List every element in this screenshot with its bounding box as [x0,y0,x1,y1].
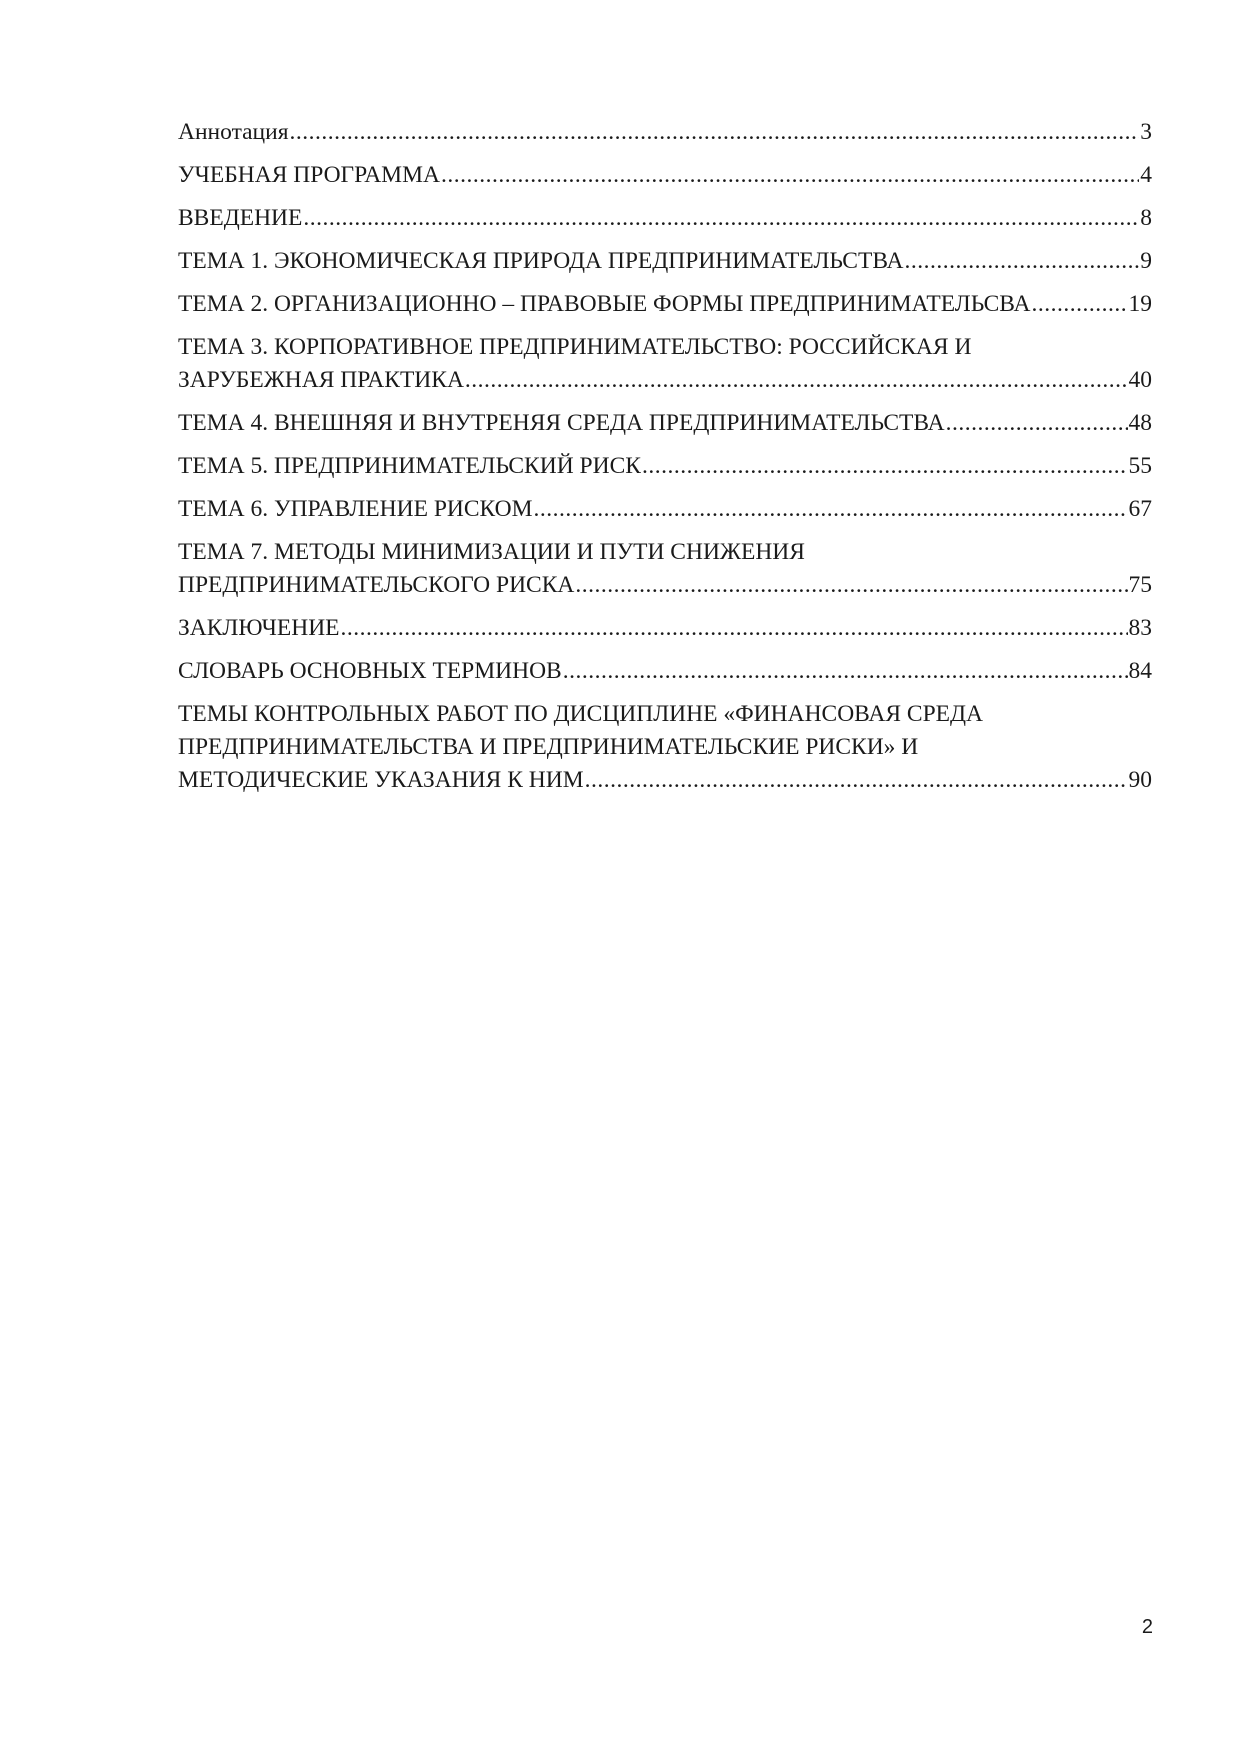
toc-entry-title: ЗАКЛЮЧЕНИЕ [178,615,340,641]
toc-entry-line [178,612,1152,645]
toc-entry-page: 67 [1128,496,1152,522]
dot-leader [534,493,1128,526]
toc-entry-page: 19 [1128,291,1152,317]
toc-entry-title: ПРЕДПРИНИМАТЕЛЬСКОГО РИСКА [178,572,575,598]
toc-entry[interactable] [178,159,1152,192]
dot-leader [642,450,1128,483]
toc-entry[interactable] [178,331,1152,397]
dot-leader [946,407,1128,440]
toc-entry-page: 48 [1128,410,1152,436]
toc-entry-page: 3 [1140,119,1152,145]
toc-entry-title: ВВЕДЕНИЕ [178,205,303,231]
toc-entry-line [178,288,1152,321]
toc-entry-line [178,202,1152,235]
toc-entry-line [178,364,1152,397]
toc-entry-line [178,655,1152,688]
toc-entry-title-line: ТЕМЫ КОНТРОЛЬНЫХ РАБОТ ПО ДИСЦИПЛИНЕ «ФИНАНСОВАЯ СРЕДА [178,701,984,727]
toc-entry-line [178,116,1152,149]
toc-entry-page: 90 [1128,767,1152,793]
dot-leader [905,245,1140,278]
dot-leader [341,612,1128,645]
table-of-contents [178,116,1152,807]
toc-entry-title-line: ТЕМА 3. КОРПОРАТИВНОЕ ПРЕДПРИНИМАТЕЛЬСТВО: РОССИЙСКАЯ И [178,334,972,360]
toc-entry-line [178,159,1152,192]
toc-entry[interactable] [178,116,1152,149]
toc-entry-title: ТЕМА 5. ПРЕДПРИНИМАТЕЛЬСКИЙ РИСК [178,453,641,479]
dot-leader [441,159,1139,192]
toc-entry-page: 40 [1128,367,1152,393]
toc-entry-page: 9 [1140,248,1152,274]
toc-entry-line [178,493,1152,526]
dot-leader [563,655,1128,688]
toc-entry-page: 55 [1128,453,1152,479]
dot-leader [465,364,1128,397]
toc-entry[interactable] [178,288,1152,321]
toc-entry-title: МЕТОДИЧЕСКИЕ УКАЗАНИЯ К НИМ [178,767,584,793]
toc-entry-line [178,569,1152,602]
toc-entry[interactable] [178,407,1152,440]
toc-entry-line [178,245,1152,278]
toc-entry-title: УЧЕБНАЯ ПРОГРАММА [178,162,440,188]
dot-leader [575,569,1127,602]
toc-entry-line [178,764,1152,797]
toc-entry-title: ТЕМА 1. ЭКОНОМИЧЕСКАЯ ПРИРОДА ПРЕДПРИНИМАТЕЛЬСТВА [178,248,904,274]
toc-entry-line [178,407,1152,440]
toc-entry-page: 75 [1128,572,1152,598]
dot-leader [1031,288,1127,321]
toc-entry-page: 84 [1128,658,1152,684]
toc-entry-page: 4 [1140,162,1152,188]
toc-entry[interactable] [178,202,1152,235]
toc-entry-title-line: ПРЕДПРИНИМАТЕЛЬСТВА И ПРЕДПРИНИМАТЕЛЬСКИЕ РИСКИ» И [178,734,919,760]
dot-leader [303,202,1139,235]
toc-entry-title: Аннотация [178,119,289,145]
toc-entry[interactable] [178,245,1152,278]
toc-entry[interactable] [178,612,1152,645]
toc-entry[interactable] [178,655,1152,688]
toc-entry-line [178,450,1152,483]
toc-entry-title-line: ТЕМА 7. МЕТОДЫ МИНИМИЗАЦИИ И ПУТИ СНИЖЕНИЯ [178,539,805,565]
toc-entry-page: 8 [1140,205,1152,231]
toc-entry-title: ТЕМА 2. ОРГАНИЗАЦИОННО – ПРАВОВЫЕ ФОРМЫ ПРЕДПРИНИМАТЕЛЬСВА [178,291,1031,317]
page-number: 2 [1141,1616,1153,1638]
toc-entry-title: ЗАРУБЕЖНАЯ ПРАКТИКА [178,367,464,393]
dot-leader [585,764,1128,797]
toc-entry[interactable] [178,493,1152,526]
toc-entry[interactable] [178,536,1152,602]
toc-entry[interactable] [178,450,1152,483]
toc-entry-title: ТЕМА 4. ВНЕШНЯЯ И ВНУТРЕНЯЯ СРЕДА ПРЕДПРИНИМАТЕЛЬСТВА [178,410,945,436]
toc-entry-title: ТЕМА 6. УПРАВЛЕНИЕ РИСКОМ [178,496,533,522]
toc-entry[interactable] [178,698,1152,797]
dot-leader [290,116,1140,149]
toc-entry-page: 83 [1128,615,1152,641]
toc-entry-title: СЛОВАРЬ ОСНОВНЫХ ТЕРМИНОВ [178,658,562,684]
